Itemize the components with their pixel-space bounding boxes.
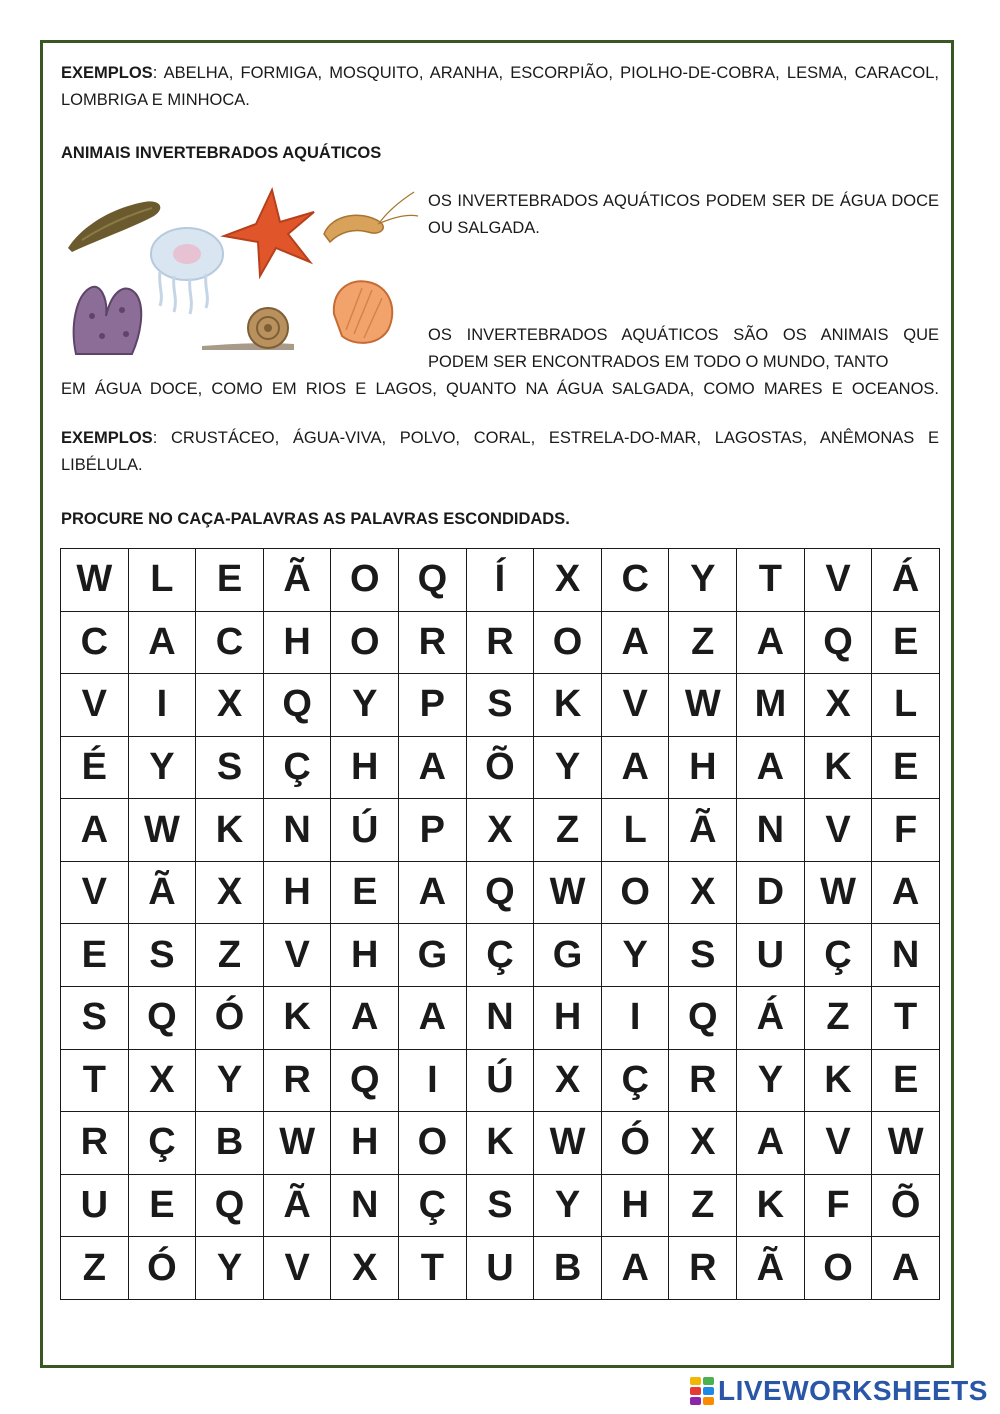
wordsearch-cell[interactable]: Ú — [331, 799, 399, 862]
wordsearch-cell[interactable]: W — [804, 861, 872, 924]
wordsearch-row — [61, 924, 940, 987]
wordsearch-cell[interactable]: N — [872, 924, 940, 987]
wordsearch-cell[interactable]: A — [737, 736, 805, 799]
wordsearch-cell[interactable]: E — [872, 1049, 940, 1112]
wordsearch-cell[interactable]: T — [399, 1237, 467, 1300]
aquatic-invertebrates-illustration — [62, 186, 422, 362]
wordsearch-cell[interactable]: Ã — [263, 549, 331, 612]
wordsearch-cell[interactable]: Z — [669, 611, 737, 674]
examples-text: : CRUSTÁCEO, ÁGUA-VIVA, POLVO, CORAL, ESTRELA-DO-MAR, LAGOSTAS, ANÊMONAS E LIBÉLULA. — [61, 429, 939, 474]
wordsearch-cell[interactable]: S — [466, 1174, 534, 1237]
wordsearch-cell[interactable]: L — [872, 674, 940, 737]
wordsearch-cell[interactable]: Y — [534, 736, 602, 799]
wordsearch-cell[interactable]: K — [737, 1174, 805, 1237]
wordsearch-cell[interactable]: X — [196, 861, 264, 924]
wordsearch-cell[interactable]: Ç — [601, 1049, 669, 1112]
wordsearch-cell[interactable]: H — [263, 861, 331, 924]
wordsearch-cell[interactable]: W — [669, 674, 737, 737]
wordsearch-grid — [60, 548, 940, 1300]
wordsearch-cell[interactable]: S — [196, 736, 264, 799]
wordsearch-cell[interactable]: Y — [534, 1174, 602, 1237]
wordsearch-cell[interactable]: S — [128, 924, 196, 987]
wordsearch-cell[interactable]: Ó — [601, 1112, 669, 1175]
examples-label: EXEMPLOS — [61, 429, 153, 447]
wordsearch-cell[interactable]: R — [466, 611, 534, 674]
wordsearch-cell[interactable]: O — [399, 1112, 467, 1175]
wordsearch-cell[interactable]: Z — [196, 924, 264, 987]
wordsearch-cell[interactable]: N — [263, 799, 331, 862]
wordsearch-cell[interactable]: X — [669, 861, 737, 924]
wordsearch-row — [61, 1049, 940, 1112]
wordsearch-cell[interactable]: E — [196, 549, 264, 612]
wordsearch-cell[interactable]: U — [466, 1237, 534, 1300]
wordsearch-cell[interactable]: V — [804, 799, 872, 862]
wordsearch-cell[interactable]: T — [872, 987, 940, 1050]
wordsearch-cell[interactable]: X — [534, 1049, 602, 1112]
wordsearch-cell[interactable]: N — [737, 799, 805, 862]
examples-text: : ABELHA, FORMIGA, MOSQUITO, ARANHA, ESCORPIÃO, PIOLHO-DE-COBRA, LESMA, CARACOL, LOMBRIGA E MINHOCA. — [61, 64, 939, 109]
wordsearch-cell[interactable]: C — [61, 611, 129, 674]
wordsearch-cell[interactable]: Ã — [669, 799, 737, 862]
wordsearch-cell[interactable]: V — [601, 674, 669, 737]
wordsearch-cell[interactable]: A — [331, 987, 399, 1050]
wordsearch-cell[interactable]: Y — [128, 736, 196, 799]
aquatic-paragraph-1: OS INVERTEBRADOS AQUÁTICOS PODEM SER DE ÁGUA DOCE OU SALGADA. — [428, 192, 939, 237]
logo-square — [690, 1377, 701, 1385]
wordsearch-cell[interactable]: Y — [601, 924, 669, 987]
wordsearch-cell[interactable]: R — [399, 611, 467, 674]
flatworm-icon — [68, 201, 160, 252]
wordsearch-cell[interactable]: Ó — [196, 987, 264, 1050]
wordsearch-cell[interactable]: S — [669, 924, 737, 987]
wordsearch-cell[interactable]: Ó — [128, 1237, 196, 1300]
aquatic-paragraph-2: OS INVERTEBRADOS AQUÁTICOS SÃO OS ANIMAIS QUE PODEM SER ENCONTRADOS EM TODO O MUNDO, TANTO — [428, 326, 939, 371]
terrestrial-examples — [61, 60, 939, 114]
wordsearch-cell[interactable]: Ú — [466, 1049, 534, 1112]
wordsearch-cell[interactable]: X — [804, 674, 872, 737]
wordsearch-cell[interactable]: V — [61, 674, 129, 737]
wordsearch-cell[interactable]: Õ — [872, 1174, 940, 1237]
shrimp-icon — [324, 192, 418, 242]
wordsearch-cell[interactable]: O — [331, 611, 399, 674]
wordsearch-cell[interactable]: P — [399, 799, 467, 862]
wordsearch-cell[interactable]: E — [872, 611, 940, 674]
wordsearch-cell[interactable]: Ç — [263, 736, 331, 799]
wordsearch-cell[interactable]: X — [128, 1049, 196, 1112]
wordsearch-cell[interactable]: A — [601, 736, 669, 799]
wordsearch-cell[interactable]: H — [601, 1174, 669, 1237]
wordsearch-cell[interactable]: T — [61, 1049, 129, 1112]
wordsearch-cell[interactable]: W — [534, 1112, 602, 1175]
wordsearch-cell[interactable]: U — [737, 924, 805, 987]
wordsearch-cell[interactable]: H — [263, 611, 331, 674]
wordsearch-cell[interactable]: C — [196, 611, 264, 674]
liveworksheets-logo-icon — [690, 1377, 714, 1405]
wordsearch-cell[interactable]: W — [128, 799, 196, 862]
wordsearch-cell[interactable]: A — [61, 799, 129, 862]
wordsearch-cell[interactable]: Y — [737, 1049, 805, 1112]
wordsearch-cell[interactable]: A — [128, 611, 196, 674]
wordsearch-cell[interactable]: Q — [399, 549, 467, 612]
wordsearch-cell[interactable]: L — [601, 799, 669, 862]
wordsearch-cell[interactable]: L — [128, 549, 196, 612]
wordsearch-cell[interactable]: Q — [263, 674, 331, 737]
wordsearch-cell[interactable]: E — [872, 736, 940, 799]
wordsearch-row — [61, 549, 940, 612]
wordsearch-cell[interactable]: O — [331, 549, 399, 612]
examples-label: EXEMPLOS — [61, 64, 153, 82]
wordsearch-cell[interactable]: Q — [466, 861, 534, 924]
wordsearch-cell[interactable]: I — [128, 674, 196, 737]
wordsearch-cell[interactable]: U — [61, 1174, 129, 1237]
wordsearch-cell[interactable]: H — [669, 736, 737, 799]
wordsearch-cell[interactable]: O — [804, 1237, 872, 1300]
logo-square — [703, 1377, 714, 1385]
wordsearch-cell[interactable]: B — [534, 1237, 602, 1300]
sponge-icon — [74, 287, 142, 354]
wordsearch-cell[interactable]: A — [399, 987, 467, 1050]
wordsearch-cell[interactable]: W — [534, 861, 602, 924]
wordsearch-cell[interactable]: H — [331, 924, 399, 987]
wordsearch-cell[interactable]: V — [804, 1112, 872, 1175]
wordsearch-cell[interactable]: I — [399, 1049, 467, 1112]
wordsearch-cell[interactable]: Í — [466, 549, 534, 612]
wordsearch-cell[interactable]: S — [61, 987, 129, 1050]
wordsearch-cell[interactable]: F — [804, 1174, 872, 1237]
wordsearch-cell[interactable]: H — [331, 736, 399, 799]
wordsearch-cell[interactable]: D — [737, 861, 805, 924]
wordsearch-cell[interactable]: V — [61, 861, 129, 924]
wordsearch-cell[interactable]: E — [128, 1174, 196, 1237]
wordsearch-row — [61, 1237, 940, 1300]
wordsearch-cell[interactable]: V — [804, 549, 872, 612]
wordsearch-cell[interactable]: O — [534, 611, 602, 674]
wordsearch-cell[interactable]: C — [601, 549, 669, 612]
wordsearch-cell[interactable]: W — [61, 549, 129, 612]
wordsearch-cell[interactable]: R — [669, 1049, 737, 1112]
aquatic-heading: ANIMAIS INVERTEBRADOS AQUÁTICOS — [61, 144, 382, 162]
wordsearch-cell[interactable]: A — [601, 1237, 669, 1300]
wordsearch-cell[interactable]: Ã — [263, 1174, 331, 1237]
wordsearch-cell[interactable]: A — [399, 736, 467, 799]
wordsearch-cell[interactable]: K — [804, 736, 872, 799]
wordsearch-cell[interactable]: K — [263, 987, 331, 1050]
wordsearch-cell[interactable]: Q — [804, 611, 872, 674]
wordsearch-row — [61, 987, 940, 1050]
wordsearch-cell[interactable]: Q — [128, 987, 196, 1050]
wordsearch-cell[interactable]: K — [466, 1112, 534, 1175]
wordsearch-cell[interactable]: H — [534, 987, 602, 1050]
wordsearch-cell[interactable]: Q — [331, 1049, 399, 1112]
wordsearch-row — [61, 861, 940, 924]
wordsearch-cell[interactable]: Õ — [466, 736, 534, 799]
wordsearch-cell[interactable]: V — [263, 924, 331, 987]
wordsearch-cell[interactable]: Q — [196, 1174, 264, 1237]
wordsearch-cell[interactable]: R — [263, 1049, 331, 1112]
wordsearch-cell[interactable]: K — [196, 799, 264, 862]
wordsearch-cell[interactable]: Ç — [804, 924, 872, 987]
wordsearch-cell[interactable]: Ç — [128, 1112, 196, 1175]
wordsearch-row — [61, 1174, 940, 1237]
wordsearch-cell[interactable]: Y — [196, 1049, 264, 1112]
wordsearch-cell[interactable]: Ã — [737, 1237, 805, 1300]
wordsearch-cell[interactable]: E — [61, 924, 129, 987]
wordsearch-cell[interactable]: W — [263, 1112, 331, 1175]
wordsearch-cell[interactable]: Q — [669, 987, 737, 1050]
wordsearch-cell[interactable]: R — [669, 1237, 737, 1300]
wordsearch-cell[interactable]: Ç — [399, 1174, 467, 1237]
wordsearch-cell[interactable]: Z — [804, 987, 872, 1050]
wordsearch-cell[interactable]: A — [872, 1237, 940, 1300]
wordsearch-cell[interactable]: G — [399, 924, 467, 987]
wordsearch-cell[interactable]: X — [466, 799, 534, 862]
wordsearch-cell[interactable]: É — [61, 736, 129, 799]
wordsearch-cell[interactable]: K — [804, 1049, 872, 1112]
liveworksheets-logo — [690, 1374, 988, 1408]
aquatic-paragraph-2-continued: EM ÁGUA DOCE, COMO EM RIOS E LAGOS, QUANTO NA ÁGUA SALGADA, COMO MARES E OCEANOS. — [61, 380, 939, 398]
wordsearch-cell[interactable]: O — [601, 861, 669, 924]
wordsearch-cell[interactable]: Á — [872, 549, 940, 612]
wordsearch-cell[interactable]: A — [399, 861, 467, 924]
wordsearch-cell[interactable]: W — [872, 1112, 940, 1175]
wordsearch-cell[interactable]: E — [331, 861, 399, 924]
wordsearch-cell[interactable]: X — [331, 1237, 399, 1300]
wordsearch-row — [61, 799, 940, 862]
wordsearch-cell[interactable]: I — [601, 987, 669, 1050]
wordsearch-row — [61, 736, 940, 799]
wordsearch-cell[interactable]: Z — [61, 1237, 129, 1300]
wordsearch-cell[interactable]: H — [331, 1112, 399, 1175]
logo-text: LIVEWORKSHEETS — [718, 1375, 988, 1406]
wordsearch-cell[interactable]: K — [534, 674, 602, 737]
wordsearch-cell[interactable]: Ã — [128, 861, 196, 924]
logo-square — [690, 1397, 701, 1405]
shell-icon — [334, 281, 392, 343]
snail-icon — [202, 308, 294, 350]
wordsearch-row — [61, 674, 940, 737]
wordsearch-cell[interactable]: Z — [669, 1174, 737, 1237]
wordsearch-cell[interactable]: A — [601, 611, 669, 674]
wordsearch-cell[interactable]: A — [737, 1112, 805, 1175]
wordsearch-instruction: PROCURE NO CAÇA-PALAVRAS AS PALAVRAS ESCONDIDADS. — [61, 510, 570, 528]
wordsearch-cell[interactable]: S — [466, 674, 534, 737]
wordsearch-cell[interactable]: Z — [534, 799, 602, 862]
wordsearch-cell[interactable]: Y — [669, 549, 737, 612]
wordsearch-cell[interactable]: T — [737, 549, 805, 612]
wordsearch-cell[interactable]: Á — [737, 987, 805, 1050]
wordsearch-row — [61, 611, 940, 674]
wordsearch-cell[interactable]: Ç — [466, 924, 534, 987]
wordsearch-cell[interactable]: N — [331, 1174, 399, 1237]
wordsearch-cell[interactable]: M — [737, 674, 805, 737]
wordsearch-cell[interactable]: X — [669, 1112, 737, 1175]
logo-square — [703, 1397, 714, 1405]
wordsearch-row — [61, 1112, 940, 1175]
wordsearch-cell[interactable]: B — [196, 1112, 264, 1175]
wordsearch-cell[interactable]: V — [263, 1237, 331, 1300]
wordsearch-cell[interactable]: G — [534, 924, 602, 987]
wordsearch-cell[interactable]: R — [61, 1112, 129, 1175]
aquatic-examples — [61, 425, 939, 479]
wordsearch-cell[interactable]: X — [196, 674, 264, 737]
wordsearch-cell[interactable]: F — [872, 799, 940, 862]
starfish-icon — [224, 190, 314, 276]
wordsearch-cell[interactable]: N — [466, 987, 534, 1050]
wordsearch-cell[interactable]: P — [399, 674, 467, 737]
wordsearch-cell[interactable]: A — [872, 861, 940, 924]
wordsearch-cell[interactable]: A — [737, 611, 805, 674]
wordsearch-cell[interactable]: X — [534, 549, 602, 612]
logo-square — [690, 1387, 701, 1395]
jellyfish-icon — [151, 228, 223, 314]
logo-square — [703, 1387, 714, 1395]
wordsearch-cell[interactable]: Y — [196, 1237, 264, 1300]
wordsearch-cell[interactable]: Y — [331, 674, 399, 737]
